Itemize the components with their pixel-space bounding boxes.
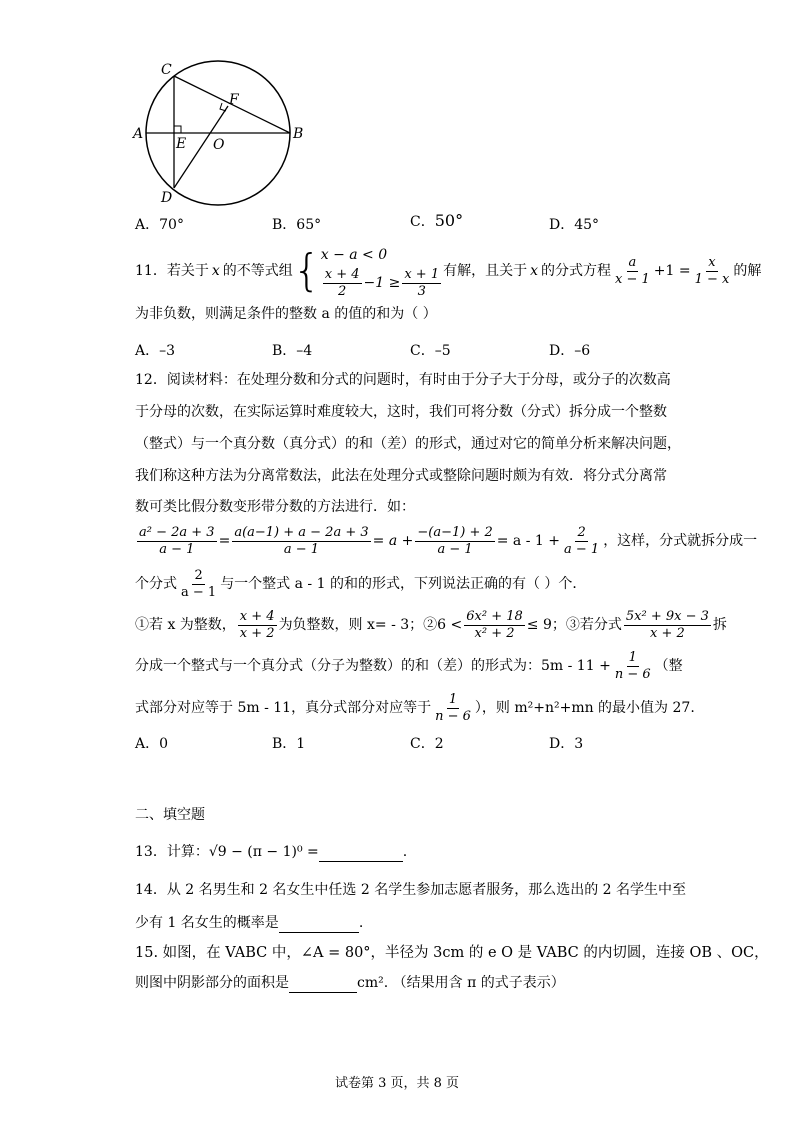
q12-line5: 数可类比假分数变形带分数的方法进行．如： [135,499,415,515]
q13-answer-blank[interactable] [319,841,403,862]
q13: 13．计算：√9 − (π − 1)⁰ = . [135,841,407,862]
page-footer: 试卷第 3 页，共 8 页 [334,1076,460,1091]
q14-line1: 14．从 2 名男生和 2 名女生中任选 2 名学生参加志愿者服务，那么选出的 2 名学生中至 [135,882,687,898]
right-angle-e [174,126,181,133]
label-c: C [161,62,172,78]
label-d: D [161,190,173,206]
label-a: A [133,126,144,142]
q12-option-c[interactable]: C．2 [410,736,444,752]
q11-option-b[interactable]: B．–4 [272,343,313,359]
q12-line4: 我们称这种方法为分离常数法，此法在处理分式或整除问题时颇为有效．将分式分离常 [135,468,667,484]
q12-option-a[interactable]: A．0 [135,736,169,752]
q10-option-b[interactable]: B．65° [272,217,322,233]
q10-option-a[interactable]: A．70° [135,217,184,233]
q15-line1: 15. 如图，在 VABC 中，∠A = 80°，半径为 3cm 的 e O 是 VABC 的内切圆，连接 OB 、OC， [135,945,769,961]
q11-stem-line2: 为非负数，则满足条件的整数 a 的值的和为（ ） [135,306,437,322]
section-title-fill-in: 二、填空题 [135,807,205,823]
q11-option-d[interactable]: D．–6 [549,343,591,359]
q15-line2: 则图中阴影部分的面积是 cm². （结果用含 π 的式子表示） [135,972,565,993]
q12-option-d[interactable]: D．3 [549,736,584,752]
q11-option-a[interactable]: A．–3 [135,343,176,359]
q12-example-formula: $\frac{\text{a² − 2a + 3}}{a - 1}$ = $\frac{a(a-1) + a - 2a + 3}{a - 1}$ = a + $\frac{-(a-1) + 2}{a - 1}$ = a - 1 + $\frac{2}{a - 1}$ ，这样，分式就拆分成一 [139,524,758,557]
label-f: F [229,92,239,108]
q12-line2: 于分母的次数，在实际运算时难度较大，这时，我们可将分数（分式）拆分成一个整数 [135,404,667,420]
label-o: O [213,137,225,153]
circle-geometry-figure [125,60,315,210]
q11-option-c[interactable]: C．–5 [410,343,451,359]
q11-stem-line1: 11．若关于 x 的不等式组 { x − a < 0 $\frac{x + 4}{2}$ −1 ≥ $\frac{x + 1}{3}$ 有解，且关于 x 的分式方程 $\frac{a}{x - 1}$ +1 = $\frac{x}{1 - x}$ 的解 [135,243,761,299]
q12-statements-line: ①若 x 为整数， $\frac{x + 4}{x + 2}$ 为负整数，则 x= - 3；②6 < $\frac{\text{6x² + 18}}{\text{x² + 2}}$ ≤ 9；③若分式 $\frac{\text{5x² + 9x − 3}}{x + 2}$ 拆 [135,608,727,641]
inequality-system: x − a < 0 $\frac{x + 4}{2}$ −1 ≥ $\frac{x + 1}{3}$ [320,246,440,299]
q10-option-d[interactable]: D．45° [549,217,600,233]
q12-line7: 个分式 $\frac{2}{a - 1}$ 与一个整式 a - 1 的和的形式，下列说法正确的有（ ）个． [135,567,587,600]
q12-line9: 分成一个整式与一个真分式（分子为整数）的和（差）的形式为：5m - 11 + $\frac{1}{n - 6}$ （整 [135,649,683,682]
q12-line10: 式部分对应等于 5m - 11，真分式部分对应等于 $\frac{1}{n - 6}$ ），则 m²+n²+mn 的最小值为 27. [135,691,695,724]
q12-option-b[interactable]: B．1 [272,736,306,752]
q12-line1: 12．阅读材料：在处理分数和分式的问题时，有时由于分子大于分母，或分子的次数高 [135,372,671,388]
label-b: B [293,126,304,142]
q14-line2: 少有 1 名女生的概率是 . [135,912,363,933]
q15-answer-blank[interactable] [289,972,357,993]
q10-option-c[interactable]: C．50° [410,211,464,230]
q14-answer-blank[interactable] [279,912,359,933]
label-e: E [176,136,187,152]
q12-line3: （整式）与一个真分数（真分式）的和（差）的形式，通过对它的简单分析来解决问题， [135,436,681,452]
